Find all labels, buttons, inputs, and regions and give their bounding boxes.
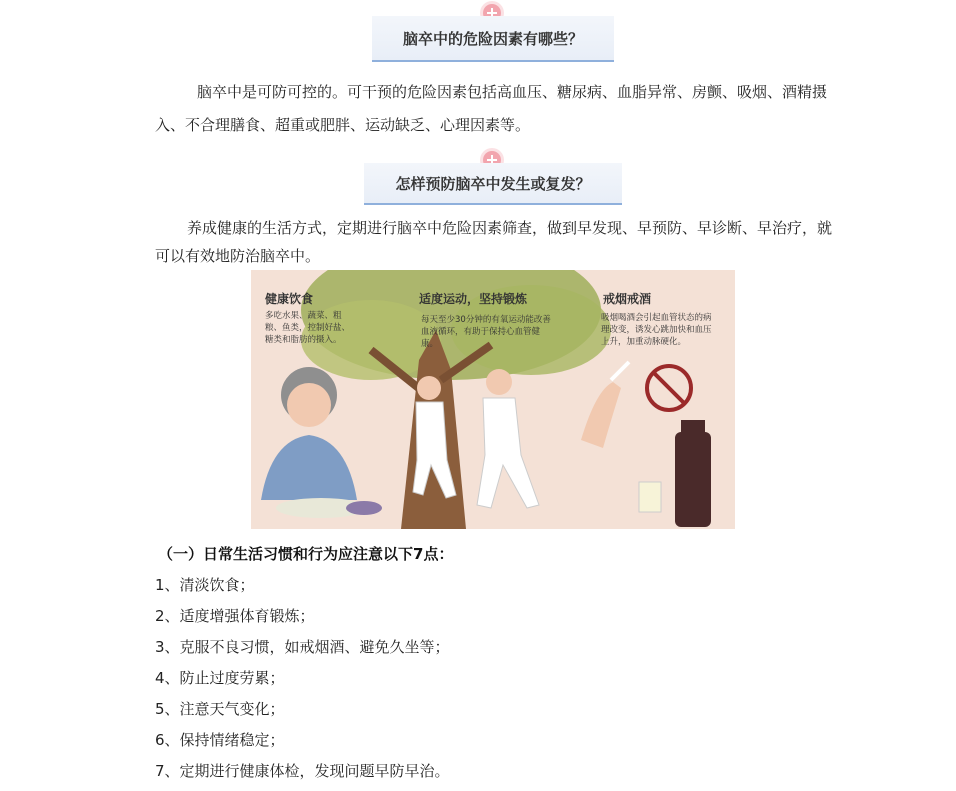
panel-3-text: 吸烟喝酒会引起血管状态的病理改变，诱发心跳加快和血压上升，加重动脉硬化。 <box>601 313 712 347</box>
list-item: 6、保持情绪稳定； <box>155 731 285 749</box>
panel-1-text: 多吃水果、蔬菜、粗粮、鱼类，控制好盐、糖类和脂肪的摄入。 <box>265 311 351 345</box>
habits-heading: （一）日常生活习惯和行为应注意以下7点： <box>158 545 454 563</box>
illustration-art <box>251 270 735 529</box>
person-2-body <box>477 398 539 508</box>
person-1-head <box>417 376 441 400</box>
section-2-paragraph: 养成健康的生活方式，定期进行脑卒中危险因素筛查，做到早发现、早预防、早诊断、早治疗，就可以有效地防治脑卒中。 <box>155 219 833 265</box>
hand <box>581 382 621 448</box>
list-item: 2、适度增强体育锻炼； <box>155 607 315 625</box>
section-1-paragraph: 脑卒中是可防可控的。可干预的危险因素包括高血压、糖尿病、血脂异常、房颤、吸烟、酒精摄入、不合理膳食、超重或肥胖、运动缺乏、心理因素等。 <box>155 83 828 134</box>
panel-2-text: 每天至少30分钟的有氧运动能改善血液循环，有助于保持心血管健康。 <box>421 315 551 349</box>
list-item: 1、清淡饮食； <box>155 576 255 594</box>
panel-3-title: 戒烟戒酒 <box>603 292 652 306</box>
list-item: 7、定期进行健康体检，发现问题早防早治。 <box>155 762 450 780</box>
bowl <box>346 501 382 515</box>
section-1-title: 脑卒中的危险因素有哪些？ <box>372 16 614 62</box>
list-item: 5、注意天气变化； <box>155 700 285 718</box>
list-item: 4、防止过度劳累； <box>155 669 285 687</box>
woman-body <box>261 435 357 500</box>
health-illustration <box>251 270 735 529</box>
panel-2-title: 适度运动，坚持锻炼 <box>419 292 528 306</box>
woman-face <box>287 383 331 427</box>
section-2-title: 怎样预防脑卒中发生或复发？ <box>364 163 622 205</box>
glass <box>639 482 661 512</box>
cigarette <box>611 362 629 380</box>
bottle-neck <box>681 420 705 432</box>
panel-1-title: 健康饮食 <box>265 292 314 306</box>
wine-bottle <box>675 432 711 527</box>
person-2-head <box>486 369 512 395</box>
list-item: 3、克服不良习惯，如戒烟酒、避免久坐等； <box>155 638 450 656</box>
